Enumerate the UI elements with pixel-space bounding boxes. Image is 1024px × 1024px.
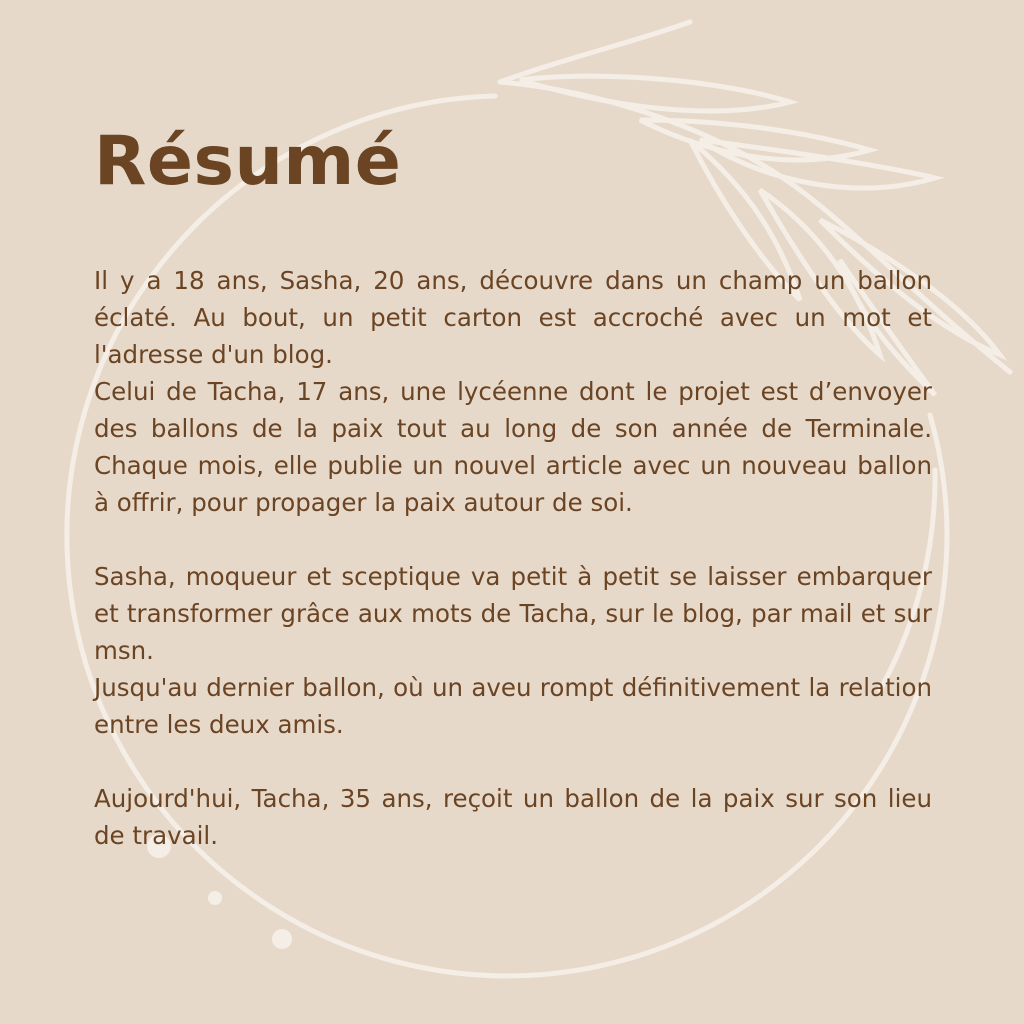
paragraph-spacer [94,521,932,558]
paragraph-spacer [94,743,932,780]
paragraph-tacha: Celui de Tacha, 17 ans, une lycéenne dont le projet est d’envoyer des ballons de la paix tout au long de son année de Terminale. Chaque mois, elle publie un nouvel article avec un nouveau ballon à offrir, pour propager la paix autour de soi. [94,377,932,517]
paragraph-discovery: Il y a 18 ans, Sasha, 20 ans, découvre dans un champ un ballon éclaté. Au bout, un petit carton est accroché avec un mot et l'adresse d'un blog. [94,266,932,369]
paragraph-sasha: Sasha, moqueur et sceptique va petit à petit se laisser embarquer et transformer grâce aux mots de Tacha, sur le blog, par mail et sur msn. [94,562,932,665]
page-title: Résumé [94,122,402,201]
paragraph-last-balloon: Jusqu'au dernier ballon, où un aveu rompt définitivement la relation entre les deux amis. [94,673,932,739]
summary-text [94,262,932,854]
dot-icon [272,929,292,949]
leaf-icon [640,120,870,160]
paragraph-today: Aujourd'hui, Tacha, 35 ans, reçoit un ballon de la paix sur son lieu de travail. [94,784,932,850]
dot-icon [208,891,222,905]
leaf-icon [520,76,790,111]
